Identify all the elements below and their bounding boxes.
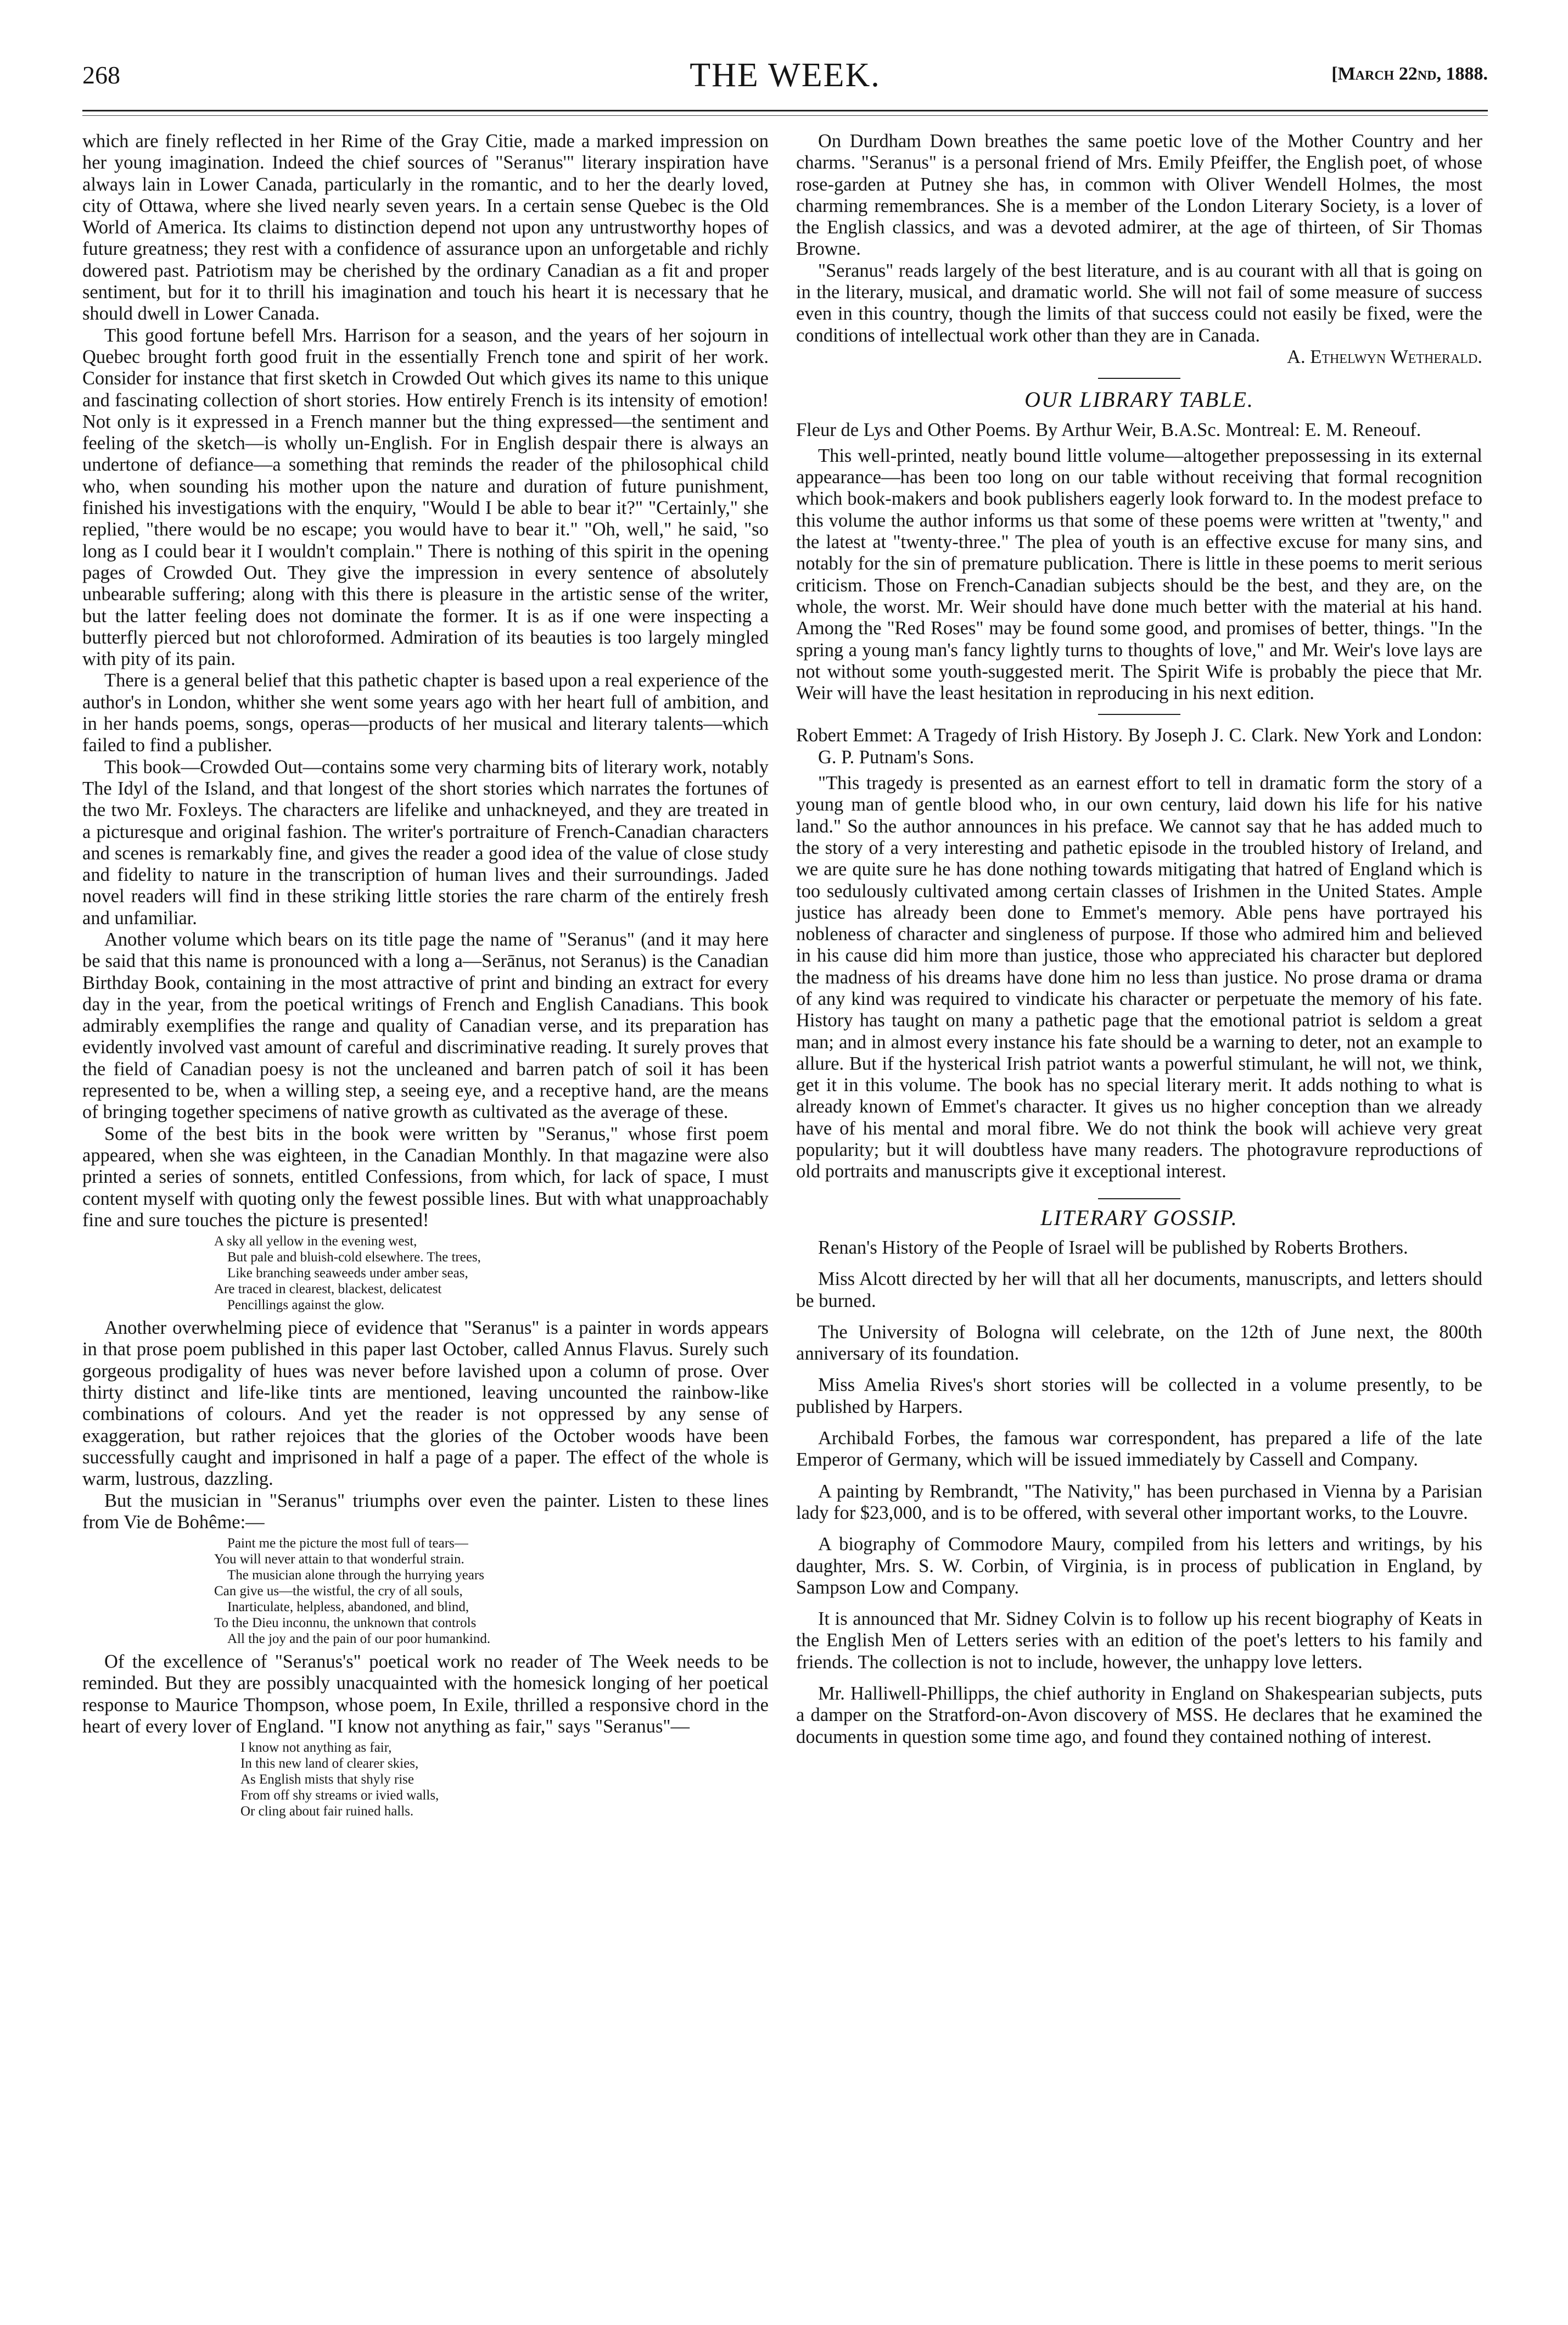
gossip-item: Archibald Forbes, the famous war correspondent, has prepared a life of the late Emperor of Germany, which will be issued immediately by Cassell and Company. <box>796 1428 1482 1471</box>
left-column <box>82 131 769 1824</box>
paragraph: which are finely reflected in her Rime of the Gray Citie, made a marked impression on her young imagination. Indeed the chief sources of "Seranus'" literary inspiration have always lain in Lower Canada, particularly in the romantic, and to her the dearly loved, city of Ottawa, where she lived nearly seven years. In a certain sense Quebec is the Old World of America. Its claims to distinction depend not upon any untrustworthy hopes of future greatness; they rest with a confidence of assurance upon an unforgetable and richly dowered past. Patriotism may be cherished by the ordinary Canadian as a fit and proper sentiment, but for it to thrill his imagination and touch his heart it is necessary that he should dwell in Lower Canada. <box>82 131 769 325</box>
verse-line: Are traced in clearest, blackest, delicatest <box>214 1282 442 1297</box>
verse-line: Pencillings against the glow. <box>227 1298 384 1313</box>
section-divider <box>1098 714 1180 715</box>
paragraph: Another overwhelming piece of evidence that "Seranus" is a painter in words appears in that prose poem published in this paper last October, called Annus Flavus. Surely such gorgeous prodigality of hues was never before lavished upon a column of prose. Over thirty distinct and life-like tints are mentioned, leaving uncounted the rainbow-like combinations of colours. And yet the reader is not oppressed by any sense of exaggeration, but rather rejoices that the glories of the October woods have been successfully caught and imprisoned in half a page of a paper. The effect of the whole is warm, lustrous, dazzling. <box>82 1317 769 1490</box>
paragraph: On Durdham Down breathes the same poetic love of the Mother Country and her charms. "Seranus" is a personal friend of Mrs. Emily Pfeiffer, the English poet, of whose rose-garden at Putney she has, in common with Oliver Wendell Holmes, the most charming remembrances. She is a member of the London Literary Society, is a lover of the English classics, and was a devoted admirer, at the age of thirteen, of Sir Thomas Browne. <box>796 131 1482 260</box>
header-rule-thin <box>82 115 1488 116</box>
paragraph: There is a general belief that this pathetic chapter is based upon a real experience of the author's in London, whither she went some years ago with her heart full of ambition, and in her hands poems, songs, operas—products of her musical and literary talents—which failed to find a publisher. <box>82 670 769 756</box>
paragraph: Of the excellence of "Seranus's" poetical work no reader of The Week needs to be reminded. But they are possibly unacquainted with the homesick longing of her poetical response to Maurice Thompson, whose poem, In Exile, thrilled a responsive chord in the heart of every lover of England. "I know not anything as fair," says "Seranus"— <box>82 1651 769 1737</box>
section-title-gossip: LITERARY GOSSIP. <box>1040 1205 1238 1230</box>
section-divider <box>1098 378 1180 379</box>
review-heading: Robert Emmet: A Tragedy of Irish History. By Joseph J. C. Clark. New York and London: G. P. Putnam's Sons. <box>796 725 1482 768</box>
header-rule <box>82 110 1488 111</box>
verse-line: As English mists that shyly rise <box>240 1772 414 1787</box>
paragraph: This good fortune befell Mrs. Harrison for a season, and the years of her sojourn in Quebec brought forth good fruit in the essentially French tone and spirit of her work. Consider for instance that first sketch in Crowded Out which gives its name to this unique and fascinating collection of short stories. How entirely French is its intensity of emotion! Not only is it expressed in a French manner but the thing expressed—the sentiment and feeling of the sketch—is wholly un-English. For in English despair there is always an undertone of defiance—a something that reminds the reader of the philosophical child who, when sounding his mother upon the nature and duration of future punishment, finished his investigations with the enquiry, "Would I be able to bear it?" "Certainly," she replied, "there would be no escape; you would have to bear it." "Oh, well," he said, "so long as I could bear it I wouldn't complain." There is nothing of this spirit in the opening pages of Crowded Out. They give the impression in every sentence of absolutely unbearable suffering; along with this there is pleasure in the artistic sense of the writer, but the latter feeling does not dominate the former. It is as if one were inspecting a butterfly pierced but not chloroformed. Admiration of its beauties is too largely mingled with pity of its pain. <box>82 325 769 670</box>
verse-line: All the joy and the pain of our poor humankind. <box>227 1631 491 1647</box>
paragraph: "Seranus" reads largely of the best literature, and is au courant with all that is going on in the literary, musical, and dramatic world. She will not fail of some measure of success even in this country, though the limits of that success could not easily be fixed, were the conditions of intellectual work other than they are in Canada. <box>796 260 1482 346</box>
verse-line: But pale and bluish-cold elsewhere. The trees, <box>227 1250 481 1265</box>
verse-line: Paint me the picture the most full of tears— <box>227 1536 468 1551</box>
paragraph: But the musician in "Seranus" triumphs over even the painter. Listen to these lines from Vie de Bohême:— <box>82 1490 769 1533</box>
paragraph: This book—Crowded Out—contains some very charming bits of literary work, notably The Idyl of the Island, and that longest of the short stories which narrates the fortunes of the two Mr. Foxleys. The characters are lifelike and unhackneyed, and they are treated in a picturesque and original fashion. The writer's portraiture of French-Canadian characters and scenes is remarkably fine, and gives the reader a good idea of the value of close study and fidelity to nature in the transcription of human lives and their surroundings. Jaded novel readers will find in these striking little stories the rare charm of the entirely fresh and unfamiliar. <box>82 756 769 929</box>
verse-line: In this new land of clearer skies, <box>240 1756 419 1771</box>
verse-line: Can give us—the wistful, the cry of all souls, <box>214 1584 463 1599</box>
verse-quote <box>214 1233 769 1313</box>
verse-line: The musician alone through the hurrying years <box>227 1568 484 1583</box>
gossip-item: A painting by Rembrandt, "The Nativity," has been purchased in Vienna by a Parisian lady for $23,000, and is to be offered, with several other important works, to the Louvre. <box>796 1480 1482 1523</box>
gossip-item: A biography of Commodore Maury, compiled from his letters and writings, by his daughter, Mrs. S. W. Corbin, of Virginia, is in process of publication in England, by Sampson Low and Company. <box>796 1534 1482 1598</box>
issue-date: [March 22nd, 1888. <box>1331 64 1488 84</box>
verse-quote <box>214 1535 769 1647</box>
page-number: 268 <box>82 61 120 89</box>
verse-quote <box>214 1740 769 1819</box>
verse-line: You will never attain to that wonderful strain. <box>214 1552 464 1567</box>
verse-line: Like branching seaweeds under amber seas, <box>227 1266 468 1281</box>
verse-line: I know not anything as fair, <box>240 1740 392 1756</box>
section-title-library: OUR LIBRARY TABLE. <box>1024 387 1254 412</box>
right-column <box>796 131 1482 1758</box>
review-heading: Fleur de Lys and Other Poems. By Arthur Weir, B.A.Sc. Montreal: E. M. Reneouf. <box>796 419 1421 440</box>
gossip-item: Miss Alcott directed by her will that all her documents, manuscripts, and letters should be burned. <box>796 1268 1482 1311</box>
masthead-title: THE WEEK. <box>690 57 881 94</box>
verse-line: Inarticulate, helpless, abandoned, and blind, <box>227 1600 469 1615</box>
gossip-item: Miss Amelia Rives's short stories will be collected in a volume presently, to be published by Harpers. <box>796 1374 1482 1417</box>
verse-line: Or cling about fair ruined halls. <box>240 1804 414 1819</box>
paragraph: Another volume which bears on its title page the name of "Seranus" (and it may here be said that this name is pronounced with a long a—Serānus, not Seranus) is the Canadian Birthday Book, containing in the most attractive of print and binding an extract for every day in the year, from the poetical writings of French and English Canadians. This book admirably exemplifies the range and quality of Canadian verse, and its preparation has evidently involved vast amount of careful and discriminative reading. It surely proves that the field of Canadian poesy is not the uncleaned and barren patch of soil it has been represented to be, when a willing step, a seeing eye, and a receptive hand, are the means of bringing together specimens of native growth as cultivated as the average of these. <box>82 929 769 1123</box>
verse-line: A sky all yellow in the evening west, <box>214 1234 417 1249</box>
review-text: "This tragedy is presented as an earnest effort to tell in dramatic form the story of a young man of gentle blood who, in our own century, laid down his life for his native land." So the author announces in his preface. We cannot say that he has added much to the story of a very interesting and pathetic episode in the troubled history of Ireland, and we are quite sure he has done nothing towards mitigating that hatred of England which is too sedulously cultivated among certain classes of Irishmen in the United States. Ample justice has already been done to Emmet's memory. Able pens have portrayed his nobleness of character and singleness of purpose. If those who admired him and believed in his cause did him more than justice, those who appreciated his character but deplored the madness of his dreams have done him no less than justice. No prose drama or drama of any kind was required to vindicate his character or perpetuate the memory of his fate. History has taught on many a pathetic page that the emotional patriot is seldom a great man; and in almost every instance his fate should be a warning to deter, not an example to allure. But if the hysterical Irish patriot wants a powerful stimulant, he will not, we think, get it in this volume. The book has no special literary merit. It adds nothing to what is already known of Emmet's character. It gives us no higher conception than we already have of his mental and moral fibre. We do not think the book will achieve very great popularity; but it will doubtless have many readers. The photogravure reproductions of old portraits and manuscripts give it exceptional interest. <box>796 773 1482 1182</box>
gossip-item: Mr. Halliwell-Phillipps, the chief authority in England on Shakespearian subjects, puts a damper on the Stratford-on-Avon discovery of MSS. He declares that he examined the documents in question some time ago, and found they contained nothing of interest. <box>796 1683 1482 1747</box>
section-divider <box>1098 1198 1180 1199</box>
review-text: This well-printed, neatly bound little volume—altogether prepossessing in its external appearance—has been too long on our table without receiving that formal recognition which book-makers and book publishers eagerly look forward to. In the modest preface to this volume the author informs us that some of these poems were written at "twenty," and the latest at "twenty-three." The plea of youth is an effective excuse for many sins, and notably for the sin of premature publication. There is little in these poems to merit serious criticism. Those on French-Canadian subjects should be the best, and they are, on the whole, the worst. Mr. Weir should have done much better with the material at his hand. Among the "Red Roses" may be found some good, and promises of better, things. "In the spring a young man's fancy lightly turns to thoughts of love," and Mr. Weir's love lays are not without some youth-suggested merit. The Spirit Wife is probably the piece that Mr. Weir will have the least hesitation in reproducing in his next edition. <box>796 445 1482 704</box>
page-header <box>82 57 1488 104</box>
verse-line: To the Dieu inconnu, the unknown that controls <box>214 1616 477 1631</box>
verse-line: From off shy streams or ivied walls, <box>240 1788 439 1803</box>
gossip-item: Renan's History of the People of Israel will be published by Roberts Brothers. <box>818 1237 1408 1258</box>
gossip-item: It is announced that Mr. Sidney Colvin is to follow up his recent biography of Keats in the English Men of Letters series with an edition of the poet's letters to his family and friends. The collection is not to include, however, the unhappy love letters. <box>796 1608 1482 1673</box>
paragraph: Some of the best bits in the book were written by "Seranus," whose first poem appeared, when she was eighteen, in the Canadian Monthly. In that magazine were also printed a series of sonnets, entitled Confessions, from which, for lack of space, I must content myself with quoting only the fewest possible lines. But with what unapproachably fine and sure touches the picture is presented! <box>82 1123 769 1231</box>
author-signature: A. Ethelwyn Wetherald. <box>1287 346 1482 367</box>
gossip-item: The University of Bologna will celebrate, on the 12th of June next, the 800th anniversary of its foundation. <box>796 1321 1482 1365</box>
